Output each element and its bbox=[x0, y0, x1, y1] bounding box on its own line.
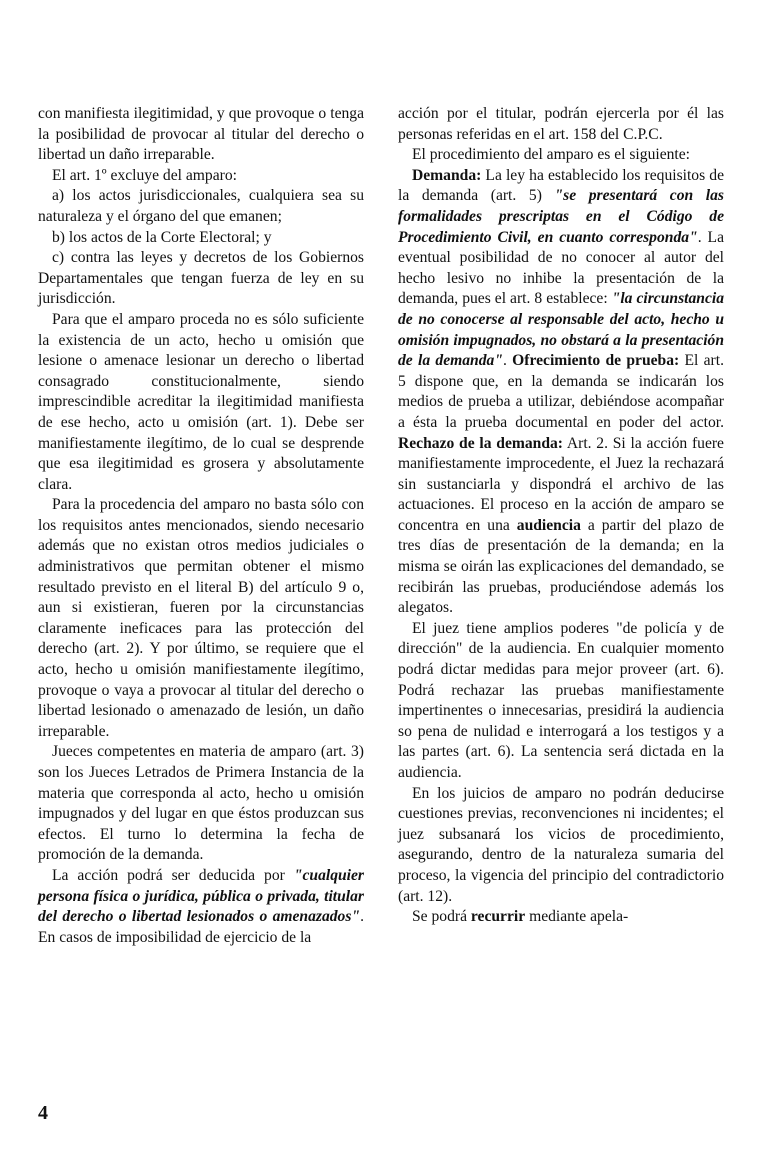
list-item: a) los actos jurisdiccionales, cualquiera sea su naturaleza y el órgano del que emanen; bbox=[38, 187, 364, 225]
paragraph-text: La acción podrá ser deducida por bbox=[52, 866, 294, 884]
paragraph-text: Se podrá bbox=[412, 908, 471, 926]
paragraph-text: . bbox=[502, 352, 507, 370]
quoted-text: "cualquier persona física o jurídica, pública o privada, titular del derecho o libertad lesionados o amenazados" bbox=[38, 866, 364, 926]
paragraph-text: Art. 2. Si la acción fuere manifiestamente improcedente, el Juez la rechazará sin sustanciarla y dispondrá el archivo de las actuaciones. El proceso en la acción de amparo se concentra en una bbox=[398, 434, 724, 534]
paragraph: En los juicios de amparo no podrán deducirse cuestiones previas, reconvenciones ni incidentes; el juez subsanará los vicios de procedimiento, asegurando, dentro de la naturaleza sumaria del proceso, la vigencia del principio del contradictorio (art. 12). bbox=[398, 784, 724, 905]
quoted-text: "se presentará con las formalidades prescriptas en el Código de Procedimiento Civil, en cuanto corresponda" bbox=[398, 187, 724, 246]
left-column bbox=[38, 104, 364, 948]
list-item: c) contra las leyes y decretos de los Gobiernos Departamentales que tengan fuerza de ley en su jurisdicción. bbox=[38, 249, 364, 308]
list-item: b) los actos de la Corte Electoral; y bbox=[52, 228, 272, 246]
paragraph-text: La ley ha establecido los requisitos de la demanda (art. 5) bbox=[398, 166, 724, 205]
paragraph: Jueces competentes en materia de amparo (art. 3) son los Jueces Letrados de Primera Instancia de la materia que corresponda al acto, hecho u omisión impugnados y del lugar en que éstos produzcan sus efectos. El turno lo determina la fecha de promoción de la demanda. bbox=[38, 743, 364, 864]
right-column bbox=[398, 104, 724, 928]
paragraph bbox=[398, 166, 724, 619]
paragraph bbox=[38, 866, 364, 948]
paragraph-text: mediante apela- bbox=[525, 908, 629, 926]
page-number: 4 bbox=[38, 1102, 48, 1124]
section-heading: Demanda: bbox=[412, 166, 482, 184]
paragraph-text: El art. 5 dispone que, en la demanda se indicarán los medios de prueba a utilizar, debiéndose acompañar a ésta la prueba documental en poder del actor. bbox=[398, 352, 724, 431]
paragraph-text: a partir del plazo de tres días de presentación de la demanda; en la misma se oirán las explicaciones del demandado, se recibirán las pruebas, produciéndose además los alegatos. bbox=[398, 516, 724, 617]
paragraph: El juez tiene amplios poderes "de policía y de dirección" de la audiencia. En cualquier momento podrá dictar medidas para mejor proveer (art. 6). Podrá rechazar las pruebas manifiestamente impertinentes o innecesarias, presidirá la audiencia so pena de nulidad e interrogará a los testigos y a las partes (art. 6). La sentencia será dictada en la audiencia. bbox=[398, 619, 724, 781]
paragraph: Para la procedencia del amparo no basta sólo con los requisitos antes mencionados, siendo necesario además que no existan otros medios judiciales o administrativos que permitan obtener el mismo resultado previsto en el literal B) del artículo 9 o, aun si existieran, fueren por la circunstancias claramente ineficaces para las protección del derecho (art. 2). Y por último, se requiere que el acto, hecho u omisión manifiestamente ilegítimo, provoque o vaya a provocar al titular del derecho o libertad lesionado o amenazado de lesión, un daño irreparable. bbox=[38, 496, 364, 740]
paragraph: El procedimiento del amparo es el siguiente: bbox=[412, 146, 690, 164]
paragraph: Para que el amparo proceda no es sólo suficiente la existencia de un acto, hecho u omisión que lesione o amenace lesionar un derecho o libertad consagrado constitucionalmente, siendo imprescindible acreditar la ilegitimidad manifiesta de ese hecho, acto u omisión (art. 1). Debe ser manifiestamente ilegítimo, de lo cual se desprende que esa ilegitimidad es grosera y absolutamente clara. bbox=[38, 310, 364, 493]
emphasis-text: recurrir bbox=[470, 908, 526, 926]
section-heading: Ofrecimiento de prueba: bbox=[512, 352, 680, 370]
paragraph: El art. 1º excluye del amparo: bbox=[52, 166, 237, 184]
paragraph-text: . La eventual posibilidad de no conocer al autor del hecho lesivo no inhibe la presentación de la demanda, pues el art. 8 establece: bbox=[398, 228, 724, 308]
paragraph: con manifiesta ilegitimidad, y que provoque o tenga la posibilidad de provocar al titular del derecho o libertad un daño irreparable. bbox=[38, 105, 364, 164]
quoted-text: "la circunstancia de no conocerse al responsable del acto, hecho u omisión impugnados, no obstará a la presentación de la demanda" bbox=[398, 290, 724, 370]
paragraph bbox=[398, 907, 724, 928]
paragraph-text: . En casos de imposibilidad de ejercicio de la bbox=[38, 908, 364, 946]
section-heading: Rechazo de la demanda: bbox=[398, 434, 563, 452]
emphasis-text: audiencia bbox=[516, 516, 581, 534]
paragraph: acción por el titular, podrán ejercerla por él las personas referidas en el art. 158 del C.P.C. bbox=[398, 105, 724, 143]
